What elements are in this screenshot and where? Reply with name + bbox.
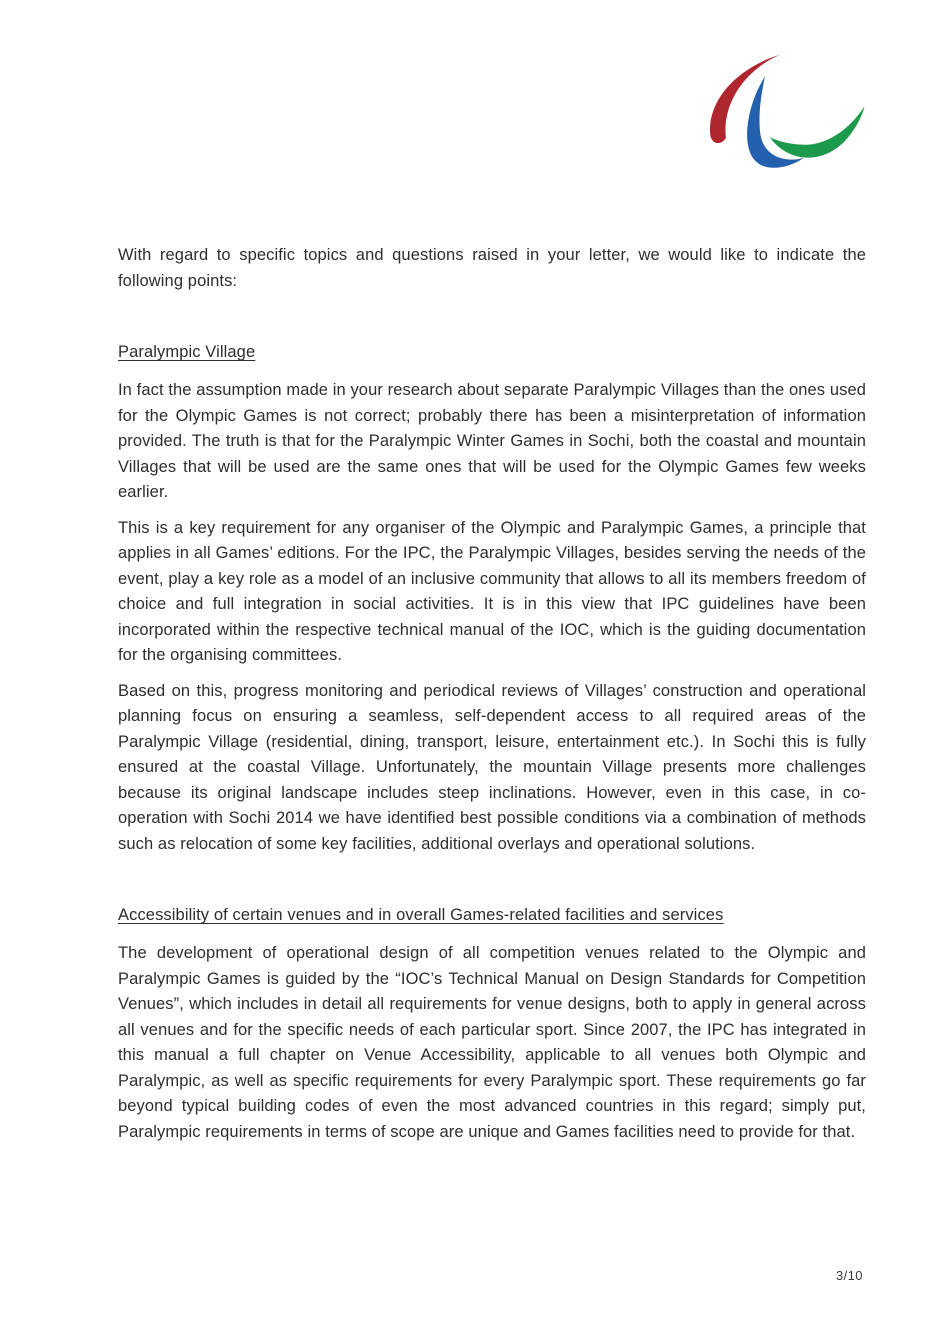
paragraph: This is a key requirement for any organiser of the Olympic and Paralympic Games, a principle that applies in all Games’ editions. For the IPC, the Paralympic Villages, besides serving the needs of the event, play a key role as a model of an inclusive community that allows to all its members freedom of choice and full integration in social activities. It is in this view that IPC guidelines have been incorporated within the respective technical manual of the IOC, which is the guiding documentation for the organising committees. bbox=[118, 518, 866, 664]
section-heading-accessibility: Accessibility of certain venues and in overall Games-related facilities and services bbox=[118, 906, 724, 924]
section-heading-paralympic-village: Paralympic Village bbox=[118, 343, 256, 361]
red-agito bbox=[710, 55, 780, 143]
intro-paragraph: With regard to specific topics and questions raised in your letter, we would like to indicate the following points: bbox=[118, 246, 866, 290]
page-number: 3/10 bbox=[836, 1268, 863, 1283]
paragraph: In fact the assumption made in your research about separate Paralympic Villages than the ones used for the Olympic Games is not correct; probably there has been a misinterpretation of information provided. The truth is that for the Paralympic Winter Games in Sochi, both the coastal and mountain Villages that will be used are the same ones that will be used for the Olympic Games few weeks earlier. bbox=[118, 381, 866, 501]
paralympic-agitos-logo bbox=[701, 50, 867, 176]
paragraph: The development of operational design of all competition venues related to the Olympic and Paralympic Games is guided by the “IOC’s Technical Manual on Design Standards for Competition Venues”, which includes in detail all requirements for venue designs, both to apply in general across all venues and for the specific needs of each particular sport. Since 2007, the IPC has integrated in this manual a full chapter on Venue Accessibility, applicable to all venues both Olympic and Paralympic, as well as specific requirements for every Paralympic sport. These requirements go far beyond typical building codes of even the most advanced countries in this regard; simply put, Paralympic requirements in terms of scope are unique and Games facilities need to provide for that. bbox=[118, 944, 866, 1141]
letter-body bbox=[118, 243, 866, 1155]
green-agito bbox=[770, 106, 865, 157]
paragraph: Based on this, progress monitoring and periodical reviews of Villages’ construction and operational planning focus on ensuring a seamless, self-dependent access to all required areas of the Paralympic Village (residential, dining, transport, leisure, entertainment etc.). In Sochi this is fully ensured at the coastal Village. Unfortunately, the mountain Village presents more challenges because its original landscape includes steep inclinations. However, even in this case, in co-operation with Sochi 2014 we have identified best possible conditions via a combination of methods such as relocation of some key facilities, additional overlays and operational solutions. bbox=[118, 681, 866, 853]
